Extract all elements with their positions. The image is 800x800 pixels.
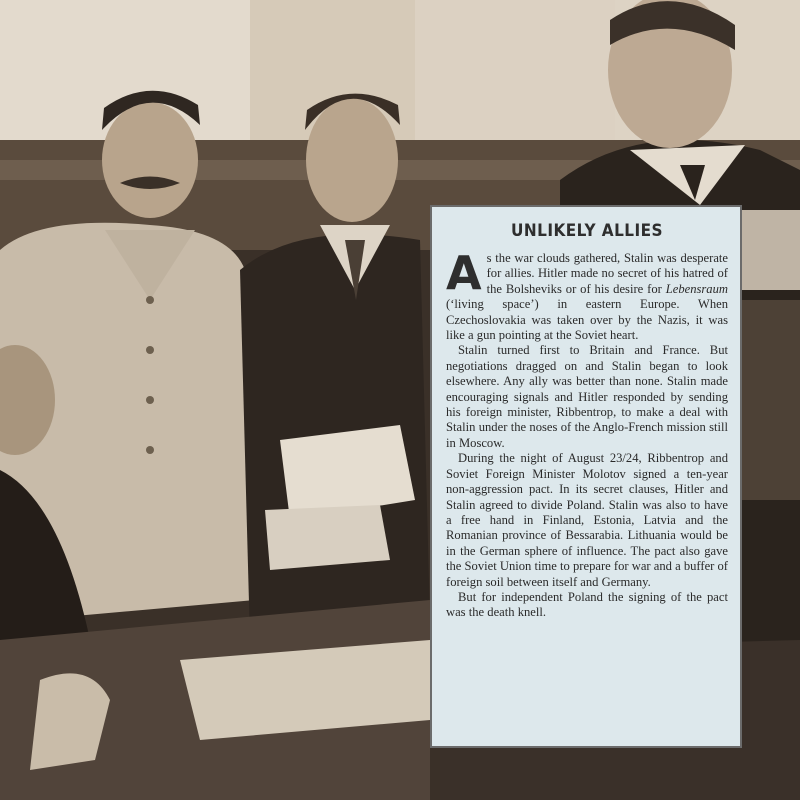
sidebar-box — [430, 205, 742, 748]
sidebar-title: UNLIKELY ALLIES — [510, 221, 664, 241]
paragraph-1-post: (‘living space’) in eastern Europe. When Czechoslovakia was taken over by the Nazis, it was like a gun pointing at the Soviet heart. — [446, 297, 728, 343]
paragraph-2: Stalin turned first to Britain and France. But negotiations dragged on and Stalin began to look elsewhere. Any ally was better than none. Stalin made encouraging signals and Hitler responded by sending his foreign minister, Ribbentrop, to make a deal with Stalin under the noses of the Anglo-French mission still in Moscow. — [446, 343, 728, 450]
paragraph-1-pre: s the war clouds gathered, Stalin was desperate for allies. Hitler made no secret of his hatred of the Bolsheviks or of his desire for — [486, 251, 728, 296]
paragraph-4: But for independent Poland the signing of the pact was the death knell. — [446, 589, 728, 620]
drop-cap: A — [446, 246, 482, 300]
paragraph-1-italic: Lebensraum — [665, 281, 728, 296]
article-body — [446, 246, 728, 621]
paragraph-3: During the night of August 23/24, Ribbentrop and Soviet Foreign Minister Molotov signed a ten-year non-aggression pact. In its secret clauses, Hitler and Stalin agreed to divide Poland. Stalin was also to have a free hand in Finland, Estonia, Latvia and the Romanian province of Bessarabia. Lithuania would be in the German sphere of influence. The pact also gave the Soviet Union time to prepare for war and a buffer of foreign soil between itself and Germany. — [446, 451, 728, 589]
paragraph-1 — [446, 246, 728, 343]
